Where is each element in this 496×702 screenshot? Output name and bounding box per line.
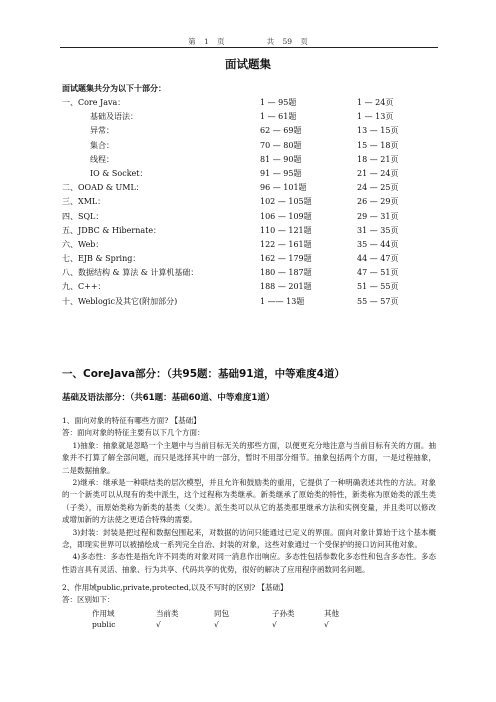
toc-row: [62, 267, 462, 281]
toc-row: [62, 140, 462, 154]
question-1-para-polymorphism: 4)多态性：多态性是指允许不同类的对象对同一消息作出响应。多态性包括参数化多态性和包含多态性。多态性语言具有灵活、抽象、行为共享、代码共享的优势，很好的解决了应用程序函数同名问题。: [62, 552, 436, 574]
toc-page-range: 31 — 35页: [357, 225, 399, 235]
question-2-title: 2、作用域public,private,protected,以及不写时的区别? 【基础】: [62, 583, 288, 592]
subsection-heading-basics: 基础及语法部分：（共61题：基础60道、中等难度1道）: [62, 393, 275, 403]
header-divider: [60, 47, 438, 48]
toc-question-range: 96 — 101题: [260, 183, 307, 193]
toc-page-range: 44 — 47页: [357, 254, 399, 264]
toc-question-range: 102 — 105题: [260, 197, 312, 207]
toc-section-name: 五、JDBC & Hibernate：: [62, 225, 162, 235]
toc-row: [62, 296, 462, 310]
table-header-cell: 其他: [324, 609, 339, 618]
toc-section-name: 异常：: [90, 126, 114, 136]
toc-section-name: 三、XML：: [62, 197, 106, 207]
page-number: 第 1 页: [188, 37, 225, 46]
page-total: 共 59 页: [266, 37, 308, 46]
question-1-answer: 答：面向对象的特征主要有以下几个方面：: [62, 428, 205, 438]
table-cell: √: [324, 620, 329, 630]
toc-section-name: 九、C++：: [62, 282, 106, 292]
toc-question-range: 62 — 69题: [260, 126, 302, 136]
toc-page-range: 26 — 29页: [357, 197, 399, 207]
question-1-para-abstraction: 1)抽象：抽象就是忽略一个主题中与当前目标无关的那些方面，以便更充分地注意与当前目标有关的方面。抽象并不打算了解全部问题，而只是选择其中的一部分，暂时不用部分细节。抽象包括两个方面，一是过程抽象，二是数据抽象。: [62, 440, 436, 475]
table-header-cell: 同包: [214, 609, 229, 618]
toc-section-name: 八、数据结构 & 算法 & 计算机基础：: [62, 268, 199, 278]
toc-row: [62, 196, 462, 210]
toc-section-name: 二、OOAD & UML：: [62, 183, 144, 193]
question-1-para-encapsulation: 3)封装：封装是把过程和数据包围起来，对数据的访问只能通过已定义的界面。面向对象计算始于这个基本概念，即现实世界可以被描绘成一系列完全自治、封装的对象，这些对象通过一个受保护的接口访问其他对象。: [62, 527, 436, 550]
toc-section-name: 四、SQL：: [62, 211, 104, 221]
toc-question-range: 81 — 90题: [260, 154, 302, 164]
toc-section-name: 线程：: [90, 154, 114, 164]
toc-page-range: 35 — 44页: [357, 239, 399, 249]
toc-section-name: IO & Socket：: [90, 168, 148, 178]
toc-page-range: 18 — 21页: [357, 154, 399, 164]
toc-section-name: 集合：: [90, 140, 114, 150]
table-cell: √: [214, 620, 219, 630]
summary-heading: 面试题集共分为以下十部分：: [62, 84, 166, 93]
page-header: [0, 36, 496, 47]
table-cell: √: [156, 620, 161, 630]
table-cell: public: [92, 620, 116, 630]
toc-page-range: 24 — 25页: [357, 183, 399, 193]
toc-section-name: 一、Core Java：: [62, 98, 126, 107]
toc-row: [62, 211, 462, 225]
toc-page-range: 47 — 51页: [357, 268, 399, 278]
section-heading-corejava: 一、CoreJava部分：（共95题：基础91道，中等难度4道）: [62, 368, 345, 380]
document-title: 面试题集: [225, 57, 271, 71]
toc-page-range: 15 — 18页: [357, 140, 399, 150]
toc-row: [62, 168, 462, 182]
toc-page-range: 1 — 24页: [357, 98, 394, 107]
table-header-cell: 当前类: [156, 609, 179, 618]
toc-row: [62, 253, 462, 267]
question-1-para-inheritance: 2)继承：继承是一种联结类的层次模型，并且允许和鼓励类的重用，它提供了一种明确表述共性的方法。对象的一个新类可以从现有的类中派生，这个过程称为类继承。新类继承了原始类的特性，新类称为原始类的派生类（子类），而原始类称为新类的基类（父类）。派生类可以从它的基类那里继承方法和实例变量，并且类可以修改或增加新的方法使之更适合特殊的需要。: [62, 478, 436, 525]
scope-table: [92, 608, 432, 633]
table-header-cell: 子孙类: [272, 609, 295, 618]
toc-section-name: 十、Weblogic及其它(附加部分): [62, 296, 178, 306]
toc-page-range: 21 — 24页: [357, 168, 399, 178]
toc-question-range: 162 — 179题: [260, 254, 312, 264]
table-of-contents: [62, 97, 462, 310]
toc-page-range: 29 — 31页: [357, 211, 399, 221]
toc-row: [62, 239, 462, 253]
toc-question-range: 188 — 201题: [260, 282, 312, 292]
toc-section-name: 基础及语法：: [90, 112, 138, 122]
question-2-answer: 答：区别如下：: [62, 595, 115, 605]
toc-question-range: 122 — 161题: [260, 239, 312, 249]
toc-row: [62, 111, 462, 125]
toc-question-range: 110 — 121题: [260, 225, 312, 235]
toc-question-range: 106 — 109题: [260, 211, 312, 221]
table-cell: √: [272, 620, 277, 630]
toc-question-range: 1 — 61题: [260, 112, 297, 122]
toc-question-range: 180 — 187题: [260, 268, 312, 278]
toc-question-range: 1 —— 13题: [260, 296, 305, 306]
toc-page-range: 13 — 15页: [357, 126, 399, 136]
toc-row: [62, 154, 462, 168]
toc-question-range: 91 — 95题: [260, 168, 302, 178]
table-header-cell: 作用域: [92, 609, 115, 618]
toc-section-name: 七、EJB & Spring：: [62, 254, 141, 264]
toc-page-range: 51 — 55页: [357, 282, 399, 292]
toc-question-range: 70 — 80题: [260, 140, 302, 150]
toc-row: [62, 182, 462, 196]
question-1-title: 1、面向对象的特征有哪些方面? 【基础】: [62, 416, 201, 425]
toc-row: [62, 281, 462, 295]
toc-page-range: 1 — 13页: [357, 112, 394, 122]
scope-table-header: [92, 608, 432, 620]
toc-row: [62, 125, 462, 139]
toc-section-name: 六、Web：: [62, 239, 104, 249]
table-row: [92, 620, 432, 632]
question-1: [62, 415, 436, 576]
toc-page-range: 55 — 57页: [357, 296, 399, 306]
toc-row: [62, 97, 462, 111]
question-2: [62, 582, 436, 607]
toc-row: [62, 225, 462, 239]
toc-question-range: 1 — 95题: [260, 98, 297, 107]
